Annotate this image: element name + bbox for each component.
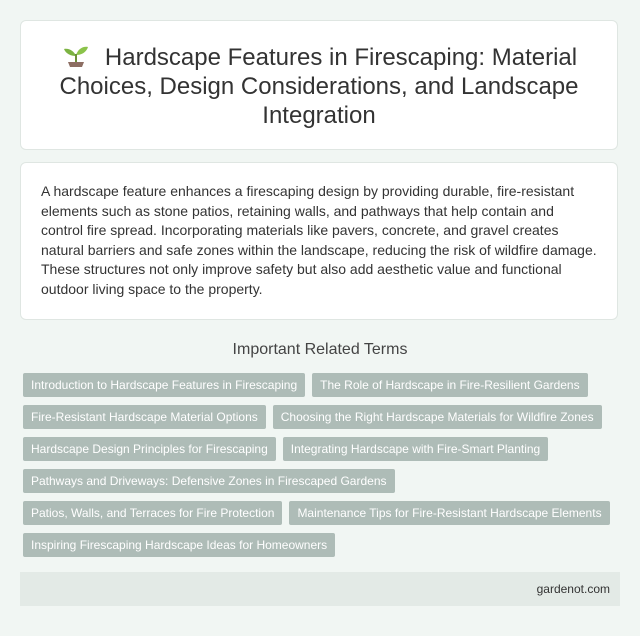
footer-site[interactable]: gardenot.com (536, 582, 610, 596)
related-term-tag[interactable]: The Role of Hardscape in Fire-Resilient Gardens (312, 373, 587, 397)
related-term-tag[interactable]: Pathways and Driveways: Defensive Zones in Firescaped Gardens (23, 469, 395, 493)
page-title (21, 21, 617, 130)
related-term-tag[interactable]: Maintenance Tips for Fire-Resistant Hardscape Elements (289, 501, 609, 525)
related-term-tag[interactable]: Choosing the Right Hardscape Materials for Wildfire Zones (273, 405, 602, 429)
related-term-tag[interactable]: Hardscape Design Principles for Firescaping (23, 437, 276, 461)
related-term-tag[interactable]: Introduction to Hardscape Features in Firescaping (23, 373, 305, 397)
description-card (20, 162, 618, 320)
title-text: Hardscape Features in Firescaping: Material Choices, Design Considerations, and Landscape Integration (59, 44, 579, 129)
sprout-icon (61, 43, 91, 67)
footer (20, 572, 620, 606)
description-text: A hardscape feature enhances a firescaping design by providing durable, fire-resistant elements such as stone patios, retaining walls, and pathways that help contain and control fire spread. Incorporating materials like pavers, concrete, and gravel creates natural barriers and safe zones within the landscape, reducing the risk of wildfire damage. These structures not only improve safety but also add aesthetic value and functional outdoor living space to the property. (41, 183, 597, 297)
related-term-tag[interactable]: Integrating Hardscape with Fire-Smart Planting (283, 437, 548, 461)
related-term-tag[interactable]: Inspiring Firescaping Hardscape Ideas for Homeowners (23, 533, 335, 557)
related-terms-list (23, 373, 623, 557)
related-term-tag[interactable]: Fire-Resistant Hardscape Material Options (23, 405, 266, 429)
related-terms-heading: Important Related Terms (232, 341, 408, 358)
title-card (20, 20, 618, 150)
related-term-tag[interactable]: Patios, Walls, and Terraces for Fire Protection (23, 501, 282, 525)
